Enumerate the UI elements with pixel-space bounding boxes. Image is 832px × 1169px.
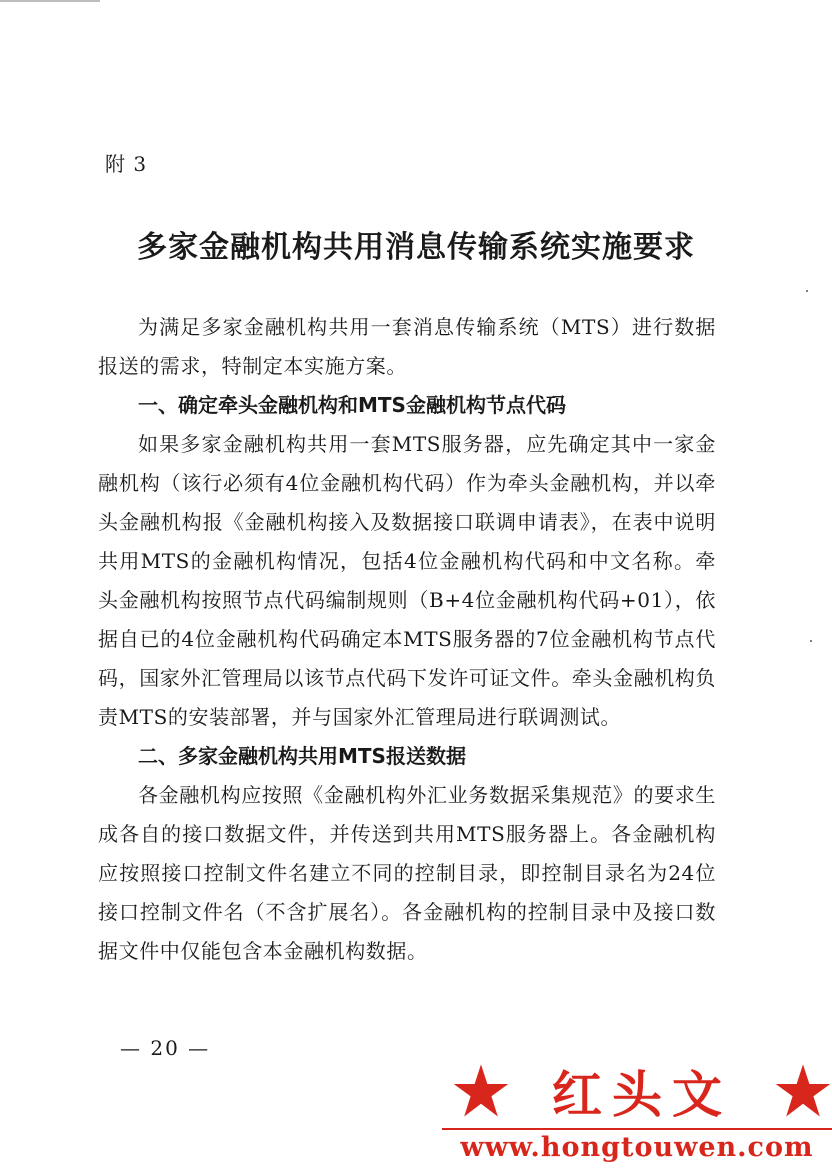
watermark-url: www.hongtouwen.com — [460, 1132, 814, 1163]
watermark-banner — [452, 1056, 832, 1126]
paragraph-section-1: 如果多家金融机构共用一套MTS服务器，应先确定其中一家金融机构（该行必须有4位金融机构代码）作为牵头金融机构，并以牵头金融机构报《金融机构接入及数据接口联调申请表》，在表中说明共用MTS的金融机构情况，包括4位金融机构代码和中文名称。牵头金融机构按照节点代码编制规则（B+4位金融机构代码+01），依据自已的4位金融机构代码确定本MTS服务器的7位金融机构节点代码，国家外汇管理局以该节点代码下发许可证文件。牵头金融机构负责MTS的安装部署，并与国家外汇管理局进行联调测试。 — [98, 432, 716, 729]
document-body — [98, 308, 716, 971]
watermark-site-name: 红头文 — [552, 1065, 732, 1124]
scan-edge — [0, 0, 100, 2]
section-heading-1: 一、确定牵头金融机构和MTS金融机构节点代码 — [138, 393, 566, 417]
document-title: 多家金融机构共用消息传输系统实施要求 — [137, 230, 695, 265]
paragraph-section-2: 各金融机构应按照《金融机构外汇业务数据采集规范》的要求生成各自的接口数据文件，并传送到共用MTS服务器上。各金融机构应按照接口控制文件名建立不同的控制目录，即控制目录名为24位接口控制文件名（不含扩展名）。各金融机构的控制目录中及接口数据文件中仅能包含本金融机构数据。 — [98, 783, 716, 963]
scan-speck — [810, 640, 812, 642]
star-icon — [452, 1062, 510, 1120]
page-number: — 20 — — [120, 1036, 211, 1060]
appendix-label: 附 3 — [105, 152, 148, 176]
star-icon — [774, 1062, 832, 1120]
site-watermark — [442, 1052, 832, 1169]
watermark-divider — [442, 1128, 832, 1130]
section-heading-2: 二、多家金融机构共用MTS报送数据 — [138, 744, 466, 768]
scan-speck — [806, 290, 808, 292]
paragraph-intro: 为满足多家金融机构共用一套消息传输系统（MTS）进行数据报送的需求，特制定本实施方案。 — [98, 315, 716, 378]
